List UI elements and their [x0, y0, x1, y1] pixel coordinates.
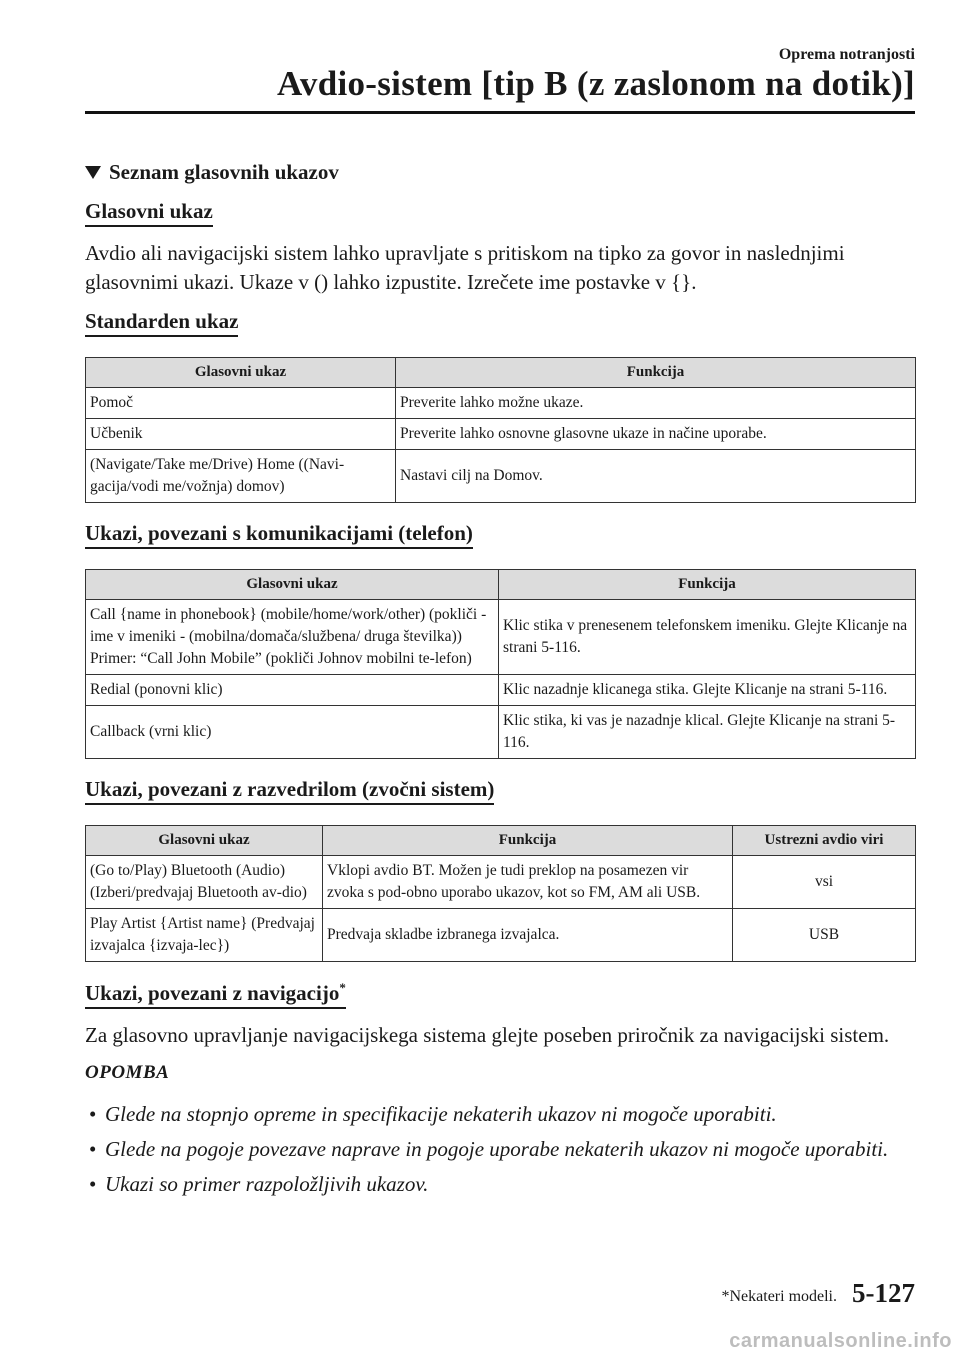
page-content — [85, 160, 915, 1205]
table-header-row — [86, 570, 916, 600]
column-header: Funkcija — [323, 826, 733, 856]
table-row — [86, 600, 916, 675]
triangle-down-icon — [85, 166, 101, 179]
column-header: Glasovni ukaz — [86, 358, 396, 388]
bullet-icon: • — [89, 1172, 97, 1196]
table-row — [86, 450, 916, 503]
list-item-text: Ukazi so primer razpoložljivih ukazov. — [105, 1172, 429, 1196]
table-cell: Callback (vrni klic) — [86, 706, 499, 759]
phone-command-table — [85, 569, 916, 759]
watermark: carmanualsonline.info — [729, 1330, 952, 1352]
list-item — [85, 1100, 915, 1129]
entertainment-command-table — [85, 825, 916, 962]
table-row — [86, 856, 916, 909]
heading-voice-command: Glasovni ukaz — [85, 199, 213, 227]
page-number: 5-127 — [852, 1278, 915, 1308]
heading-navigation-text: Ukazi, povezani z navigacijo — [85, 981, 340, 1005]
table-row — [86, 388, 916, 419]
chapter-subtitle: Oprema notranjosti — [778, 46, 915, 63]
table-cell: Učbenik — [86, 419, 396, 450]
table-cell: Pomoč — [86, 388, 396, 419]
table-cell: (Go to/Play) Bluetooth (Audio) (Izberi/predvajaj Bluetooth av-dio) — [86, 856, 323, 909]
bullet-icon: • — [89, 1137, 97, 1161]
heading-standard-command: Standarden ukaz — [85, 309, 238, 337]
table-cell: vsi — [733, 856, 916, 909]
note-title: OPOMBA — [85, 1062, 170, 1083]
table-cell: Redial (ponovni klic) — [86, 675, 499, 706]
heading-entertainment-commands: Ukazi, povezani z razvedrilom (zvočni sistem) — [85, 777, 494, 805]
table-cell: Nastavi cilj na Domov. — [396, 450, 916, 503]
intro-paragraph: Avdio ali navigacijski sistem lahko upravljate s pritiskom na tipko za govor in naslednjimi glasovnimi ukazi. Ukaze v () lahko izpustite. Izrečete ime postavke v {}. — [85, 241, 845, 294]
table-cell: Klic stika, ki vas je nazadnje klical. Glejte Klicanje na strani 5-116. — [499, 706, 916, 759]
table-cell: USB — [733, 909, 916, 962]
heading-phone-commands: Ukazi, povezani s komunikacijami (telefon) — [85, 521, 473, 549]
table-row — [86, 675, 916, 706]
list-item — [85, 1135, 915, 1164]
table-row — [86, 909, 916, 962]
table-header-row — [86, 358, 916, 388]
header-rule — [85, 111, 915, 114]
list-item-text: Glede na pogoje povezave naprave in pogoje uporabe nekaterih ukazov ni mogoče uporabiti. — [105, 1137, 889, 1161]
footnote-mark: * — [339, 980, 346, 995]
list-item-text: Glede na stopnjo opreme in specifikacije nekaterih ukazov ni mogoče uporabiti. — [105, 1102, 777, 1126]
column-header: Funkcija — [396, 358, 916, 388]
table-cell: Klic nazadnje klicanega stika. Glejte Klicanje na strani 5-116. — [499, 675, 916, 706]
navigation-paragraph: Za glasovno upravljanje navigacijskega sistema glejte poseben priročnik za navigacijski sistem. — [85, 1023, 890, 1047]
section-title — [85, 160, 915, 185]
page-title: Avdio-sistem [tip B (z zaslonom na dotik)] — [276, 64, 915, 103]
section-title-text: Seznam glasovnih ukazov — [109, 160, 339, 184]
table-cell: (Navigate/Take me/Drive) Home ((Navi-gacija/vodi me/vožnja) domov) — [86, 450, 396, 503]
table-row — [86, 706, 916, 759]
list-item — [85, 1170, 915, 1199]
table-cell: Vklopi avdio BT. Možen je tudi preklop na posamezen vir zvoka s pod-obno uporabo ukazov, kot so FM, AM ali USB. — [323, 856, 733, 909]
table-cell: Play Artist {Artist name} (Predvajaj izvajalca {izvaja-lec}) — [86, 909, 323, 962]
heading-navigation-commands — [85, 980, 346, 1009]
table-cell: Klic stika v prenesenem telefonskem imeniku. Glejte Klicanje na strani 5-116. — [499, 600, 916, 675]
column-header: Ustrezni avdio viri — [733, 826, 916, 856]
table-cell: Call {name in phonebook} (mobile/home/work/other) (pokliči - ime v imeniki - (mobilna/domača/službena/ druga številka)) Primer: “Call John Mobile” (pokliči Johnov mobilni te-lefon) — [86, 600, 499, 675]
standard-command-table — [85, 357, 916, 503]
column-header: Glasovni ukaz — [86, 570, 499, 600]
note-list — [85, 1100, 915, 1199]
table-header-row — [86, 826, 916, 856]
column-header: Glasovni ukaz — [86, 826, 323, 856]
bullet-icon: • — [89, 1102, 97, 1126]
table-cell: Predvaja skladbe izbranega izvajalca. — [323, 909, 733, 962]
footnote: *Nekateri modeli. — [721, 1288, 837, 1305]
table-cell: Preverite lahko osnovne glasovne ukaze in načine uporabe. — [396, 419, 916, 450]
column-header: Funkcija — [499, 570, 916, 600]
table-row — [86, 419, 916, 450]
table-cell: Preverite lahko možne ukaze. — [396, 388, 916, 419]
